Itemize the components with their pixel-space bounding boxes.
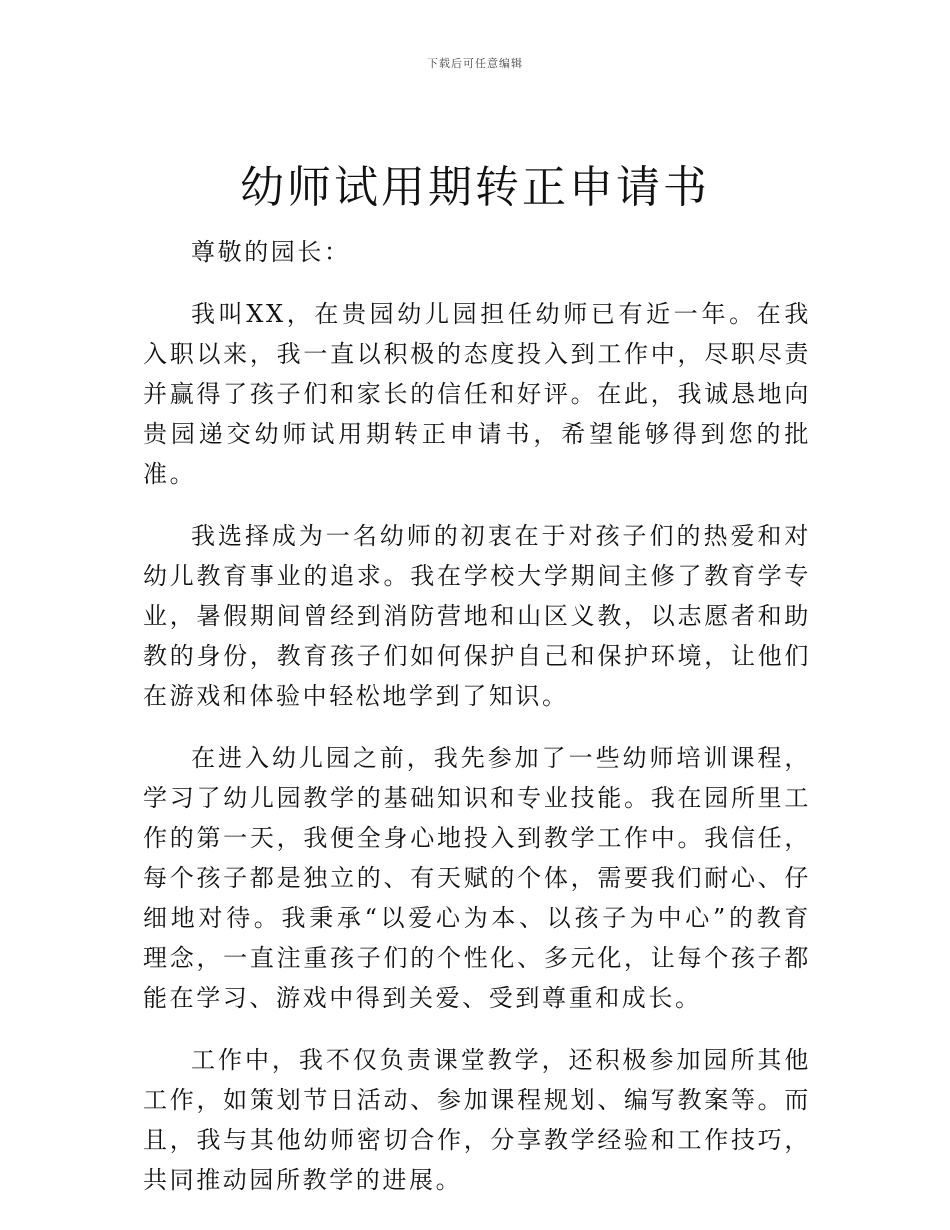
- paragraph-4: 工作中，我不仅负责课堂教学，还积极参加园所其他工作，如策划节日活动、参加课程规划、编写教案等。而且，我与其他幼师密切合作，分享教学经验和工作技巧，共同推动园所教学的进展。: [143, 1046, 811, 1194]
- salutation: 尊敬的园长：: [191, 238, 351, 266]
- document-body: [143, 232, 811, 1222]
- paragraph-2: 我选择成为一名幼师的初衷在于对孩子们的热爱和对幼儿教育事业的追求。我在学校大学期间主修了教育学专业，暑假期间曾经到消防营地和山区义教，以志愿者和助教的身份，教育孩子们如何保护自己和保护环境，让他们在游戏和体验中轻松地学到了知识。: [143, 522, 811, 710]
- document-title: 幼师试用期转正申请书: [240, 162, 710, 213]
- paragraph-3: 在进入幼儿园之前，我先参加了一些幼师培训课程，学习了幼儿园教学的基础知识和专业技能。我在园所里工作的第一天，我便全身心地投入到教学工作中。我信任，每个孩子都是独立的、有天赋的个体，需要我们耐心、仔细地对待。我秉承“以爱心为本、以孩子为中心”的教育理念，一直注重孩子们的个性化、多元化，让每个孩子都能在学习、游戏中得到关爱、受到尊重和成长。: [143, 744, 811, 1012]
- paragraph-1: 我叫XX，在贵园幼儿园担任幼师已有近一年。在我入职以来，我一直以积极的态度投入到工作中，尽职尽责并赢得了孩子们和家长的信任和好评。在此，我诚恳地向贵园递交幼师试用期转正申请书，希望能够得到您的批准。: [143, 300, 811, 488]
- header-note: 下载后可任意编辑: [427, 57, 523, 70]
